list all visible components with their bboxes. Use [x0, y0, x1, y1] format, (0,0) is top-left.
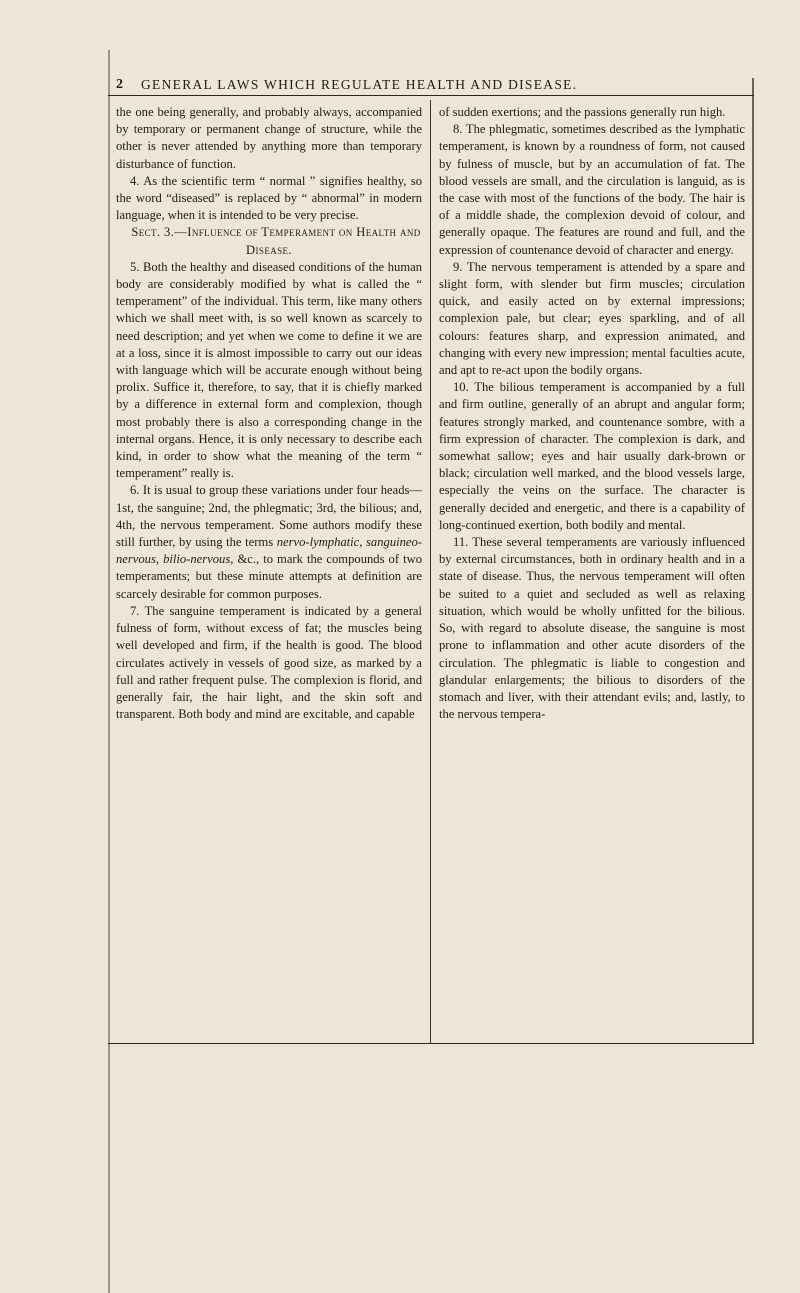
- left-column: [116, 104, 422, 723]
- running-title: GENERAL LAWS WHICH REGULATE HEALTH AND DISEASE.: [141, 77, 578, 92]
- text-run: &c., to mark the compounds of two temperaments; but these minute attempts at definition are scarcely desirable for common purposes.: [116, 552, 422, 601]
- text-run: 6. It is usual to group these variations under four heads—1st, the sanguine; 2nd, the phlegmatic; 3rd, the bilious; and, 4th, the nervous temperament. Some authors modify these still further, by using the terms: [116, 483, 422, 550]
- paragraph: 8. The phlegmatic, sometimes described as the lymphatic temperament, is known by a roundness of form, not caused by fulness of muscle, but by an accumulation of fat. The blood vessels are small, and the circulation is languid, as is the case with most of the functions of the body. The hair is of a middle shade, the complexion devoid of colour, and generally opaque. The features are round and full, and the expression of countenance devoid of character and energy.: [439, 122, 745, 257]
- paragraph: 5. Both the healthy and diseased conditions of the human body are considerably modified by what is called the “ temperament” of the individual. This term, like many others which we shall meet with, is so well known as scarcely to need description; and yet when we come to define it we are at a loss, since it is almost impossible to carry out our ideas with language which will be accurate enough without being prolix. Suffice it, therefore, to say, that it is chiefly marked by a difference in external form and complexion, though most probably there is also a corresponding change in the internal organs. Hence, it is only necessary to describe each kind, in order to show what the meaning of the term “ temperament” really is.: [116, 259, 422, 481]
- paragraph: 10. The bilious temperament is accompanied by a full and firm outline, generally of an abrupt and angular form; features strongly marked, and countenance sombre, with a firm expression of character. The complexion is dark, and somewhat sallow; eyes and hair usually dark-brown or black; circulation well marked, and the blood vessels large, especially the veins on the surface. The character is generally decided and energetic, and there is a capability of long-continued exertion, both bodily and mental.: [439, 380, 745, 532]
- paragraph: the one being generally, and probably always, accompanied by temporary or permanent change of structure, while the other is never attended by anything more than temporary disturbance of function.: [116, 105, 422, 171]
- paragraph: [116, 482, 422, 602]
- paragraph: of sudden exertions; and the passions generally run high.: [439, 105, 726, 119]
- page-edge-shadow: [108, 50, 110, 1293]
- right-column: [439, 104, 745, 723]
- page-number: 2: [116, 77, 123, 92]
- paragraph: 4. As the scientific term “ normal ” signifies healthy, so the word “diseased” is replaced by “ abnormal” in modern language, when it is intended to be very precise.: [116, 173, 422, 223]
- section-heading: Sect. 3.—Influence of Temperament on Health and Disease.: [131, 225, 421, 257]
- paragraph: 7. The sanguine temperament is indicated by a general fulness of form, without excess of fat; the muscles being well developed and firm, if the health is good. The blood circulates actively in vessels of good size, as marked by a full and rather frequent pulse. The complexion is florid, and generally fair, the hair light, and the skin soft and transparent. Both body and mind are excitable, and capable: [116, 603, 422, 722]
- footer-rule: [108, 1043, 754, 1044]
- page-right-border: [752, 78, 754, 1044]
- italic-text: nervo-lymphatic, sanguineo-nervous, bilio-nervous,: [116, 535, 422, 567]
- column-divider: [430, 100, 431, 1043]
- paragraph: 9. The nervous temperament is attended by a spare and slight form, with slender but firm muscles; circulation quick, and easily acted on by external impressions; complexion pale, but clear; eyes sparkling, and of all colours: features sharp, and expression animated, and changing with every new impression; mental faculties acute, and apt to re-act upon the bodily organs.: [439, 259, 745, 378]
- running-header: [116, 75, 736, 95]
- paragraph: 11. These several temperaments are variously influenced by external circumstances, both in ordinary health and in a state of disease. Thus, the nervous temperament will often be suited to a quiet and secluded as well as relaxing situation, which would be wholly unfitted for the bilious. So, with regard to absolute disease, the sanguine is most prone to inflammation and other acute disorders of the circulation. The phlegmatic is liable to congestion and glandular enlargements; the bilious to disorders of the stomach and liver, with their attendant evils; and, lastly, to the nervous tempera-: [439, 535, 745, 722]
- header-rule: [108, 95, 754, 96]
